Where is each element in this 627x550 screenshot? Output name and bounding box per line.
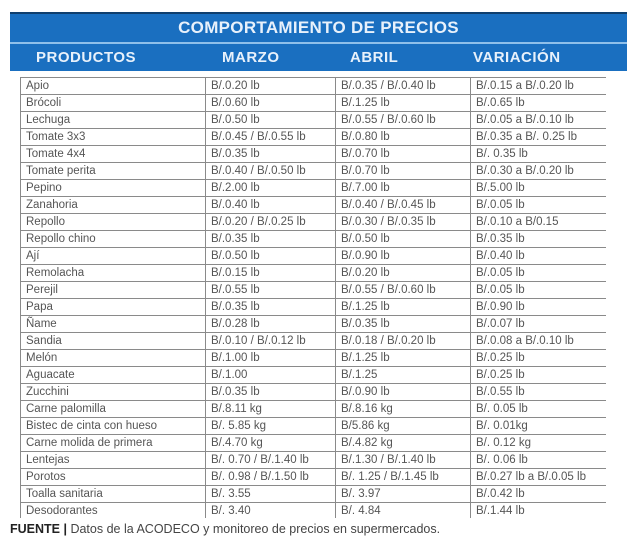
table-cell: B/.0.65 lb [471, 95, 607, 112]
table-row [21, 180, 607, 197]
table-cell: Carne palomilla [21, 401, 206, 418]
table-cell: B/.0.90 lb [336, 248, 471, 265]
source-label: FUENTE | [10, 522, 67, 536]
table-cell: B/.0.28 lb [206, 316, 336, 333]
table-cell: B/.8.11 kg [206, 401, 336, 418]
table-cell: B/.4.70 kg [206, 435, 336, 452]
table-cell: B/. 3.55 [206, 486, 336, 503]
table-cell: Pepino [21, 180, 206, 197]
table-cell: B/.0.15 a B/.0.20 lb [471, 78, 607, 95]
price-table-body [21, 78, 607, 519]
table-cell: B/. 1.25 / B/.1.45 lb [336, 469, 471, 486]
table-cell: B/.0.15 lb [206, 265, 336, 282]
table-cell: B/.0.42 lb [471, 486, 607, 503]
table-cell: B/.0.05 lb [471, 265, 607, 282]
table-cell: B/.1.25 lb [336, 299, 471, 316]
table-cell: Tomate 4x4 [21, 146, 206, 163]
table-cell: B/.0.35 lb [206, 384, 336, 401]
table-cell: Aguacate [21, 367, 206, 384]
table-cell: Lechuga [21, 112, 206, 129]
table-cell: B/5.86 kg [336, 418, 471, 435]
table-cell: B/.0.70 lb [336, 146, 471, 163]
table-cell: B/.0.35 lb [336, 316, 471, 333]
table-cell: B/. 0.06 lb [471, 452, 607, 469]
table-cell: Papa [21, 299, 206, 316]
table-cell: B/. 3.40 [206, 503, 336, 519]
table-cell: B/.0.25 lb [471, 350, 607, 367]
table-cell: B/. 0.35 lb [471, 146, 607, 163]
table-cell: Zucchini [21, 384, 206, 401]
table-cell: Remolacha [21, 265, 206, 282]
table-cell: B/.0.05 lb [471, 197, 607, 214]
table-cell: B/.0.18 / B/.0.20 lb [336, 333, 471, 350]
table-row [21, 197, 607, 214]
price-table [20, 77, 606, 518]
table-row [21, 435, 607, 452]
column-header-marzo: MARZO [222, 49, 280, 66]
table-cell: B/.1.00 lb [206, 350, 336, 367]
table-cell: Tomate perita [21, 163, 206, 180]
table-cell: B/.0.35 lb [206, 146, 336, 163]
table-cell: B/.0.55 lb [471, 384, 607, 401]
table-cell: B/.0.45 / B/.0.55 lb [206, 129, 336, 146]
table-cell: B/.0.50 lb [206, 248, 336, 265]
table-row [21, 367, 607, 384]
table-cell: B/.1.44 lb [471, 503, 607, 519]
table-row [21, 316, 607, 333]
table-row [21, 248, 607, 265]
table-cell: B/.0.20 / B/.0.25 lb [206, 214, 336, 231]
table-cell: Lentejas [21, 452, 206, 469]
table-cell: B/.0.40 lb [471, 248, 607, 265]
table-cell: Repollo chino [21, 231, 206, 248]
table-cell: Porotos [21, 469, 206, 486]
table-cell: Brócoli [21, 95, 206, 112]
table-row [21, 486, 607, 503]
table-cell: B/.0.27 lb a B/.0.05 lb [471, 469, 607, 486]
table-row [21, 78, 607, 95]
table-cell: B/.0.20 lb [206, 78, 336, 95]
table-cell: B/.0.30 / B/.0.35 lb [336, 214, 471, 231]
table-cell: B/.1.00 [206, 367, 336, 384]
table-cell: Desodorantes [21, 503, 206, 519]
table-cell: B/.0.20 lb [336, 265, 471, 282]
table-cell: B/. 3.97 [336, 486, 471, 503]
column-header-variacion: VARIACIÓN [473, 49, 561, 66]
column-header-row [10, 44, 627, 71]
table-row [21, 418, 607, 435]
table-row [21, 214, 607, 231]
table-row [21, 265, 607, 282]
table-cell: B/.1.25 lb [336, 95, 471, 112]
table-cell: B/.0.07 lb [471, 316, 607, 333]
table-cell: Ají [21, 248, 206, 265]
table-cell: B/.1.30 / B/.1.40 lb [336, 452, 471, 469]
source-text: Datos de la ACODECO y monitoreo de precios en supermercados. [66, 522, 441, 536]
price-table-container [20, 77, 606, 518]
table-row [21, 452, 607, 469]
table-title: COMPORTAMIENTO DE PRECIOS [178, 18, 459, 37]
table-cell: Ñame [21, 316, 206, 333]
column-header-productos: PRODUCTOS [36, 49, 137, 66]
table-cell: Bistec de cinta con hueso [21, 418, 206, 435]
table-cell: B/.0.60 lb [206, 95, 336, 112]
table-cell: B/. 0.70 / B/.1.40 lb [206, 452, 336, 469]
table-cell: B/.1.25 lb [336, 350, 471, 367]
table-row [21, 299, 607, 316]
table-row [21, 112, 607, 129]
table-cell: B/.0.55 / B/.0.60 lb [336, 112, 471, 129]
table-cell: B/.1.25 [336, 367, 471, 384]
table-cell: Melón [21, 350, 206, 367]
table-row [21, 163, 607, 180]
table-row [21, 401, 607, 418]
table-cell: B/.4.82 kg [336, 435, 471, 452]
table-cell: Perejil [21, 282, 206, 299]
table-cell: B/.0.90 lb [336, 384, 471, 401]
table-cell: B/.2.00 lb [206, 180, 336, 197]
table-cell: B/.0.50 lb [336, 231, 471, 248]
table-cell: B/. 0.12 kg [471, 435, 607, 452]
table-cell: B/.0.55 / B/.0.60 lb [336, 282, 471, 299]
table-cell: B/.0.40 / B/.0.50 lb [206, 163, 336, 180]
table-row [21, 333, 607, 350]
table-cell: B/.0.05 lb [471, 282, 607, 299]
column-header-abril: ABRIL [350, 49, 399, 66]
table-cell: B/.0.08 a B/.0.10 lb [471, 333, 607, 350]
table-cell: B/.0.35 lb [206, 231, 336, 248]
table-cell: B/.0.10 / B/.0.12 lb [206, 333, 336, 350]
table-cell: Toalla sanitaria [21, 486, 206, 503]
table-cell: B/. 0.05 lb [471, 401, 607, 418]
table-cell: B/.0.90 lb [471, 299, 607, 316]
table-row [21, 350, 607, 367]
table-cell: B/.7.00 lb [336, 180, 471, 197]
table-cell: B/.0.35 lb [471, 231, 607, 248]
table-row [21, 129, 607, 146]
table-cell: B/.5.00 lb [471, 180, 607, 197]
table-cell: Carne molida de primera [21, 435, 206, 452]
table-cell: B/.0.40 / B/.0.45 lb [336, 197, 471, 214]
table-row [21, 503, 607, 519]
table-row [21, 384, 607, 401]
table-cell: B/. 0.01kg [471, 418, 607, 435]
table-row [21, 95, 607, 112]
table-row [21, 146, 607, 163]
table-cell: B/. 0.98 / B/.1.50 lb [206, 469, 336, 486]
table-cell: B/.0.30 a B/.0.20 lb [471, 163, 607, 180]
table-cell: B/.0.35 / B/.0.40 lb [336, 78, 471, 95]
table-row [21, 282, 607, 299]
table-banner [10, 12, 627, 71]
table-cell: B/.0.55 lb [206, 282, 336, 299]
table-cell: Repollo [21, 214, 206, 231]
table-cell: B/.0.40 lb [206, 197, 336, 214]
source-footer [10, 522, 440, 536]
table-cell: B/.0.05 a B/.0.10 lb [471, 112, 607, 129]
table-cell: Apio [21, 78, 206, 95]
table-cell: B/.0.25 lb [471, 367, 607, 384]
table-cell: B/.0.80 lb [336, 129, 471, 146]
table-cell: Tomate 3x3 [21, 129, 206, 146]
table-cell: B/.0.35 a B/. 0.25 lb [471, 129, 607, 146]
table-cell: B/.0.50 lb [206, 112, 336, 129]
table-cell: B/.0.35 lb [206, 299, 336, 316]
table-cell: Zanahoria [21, 197, 206, 214]
table-cell: B/. 4.84 [336, 503, 471, 519]
table-row [21, 469, 607, 486]
table-cell: B/.0.10 a B/0.15 [471, 214, 607, 231]
table-cell: B/.8.16 kg [336, 401, 471, 418]
table-cell: B/. 5.85 kg [206, 418, 336, 435]
table-cell: Sandia [21, 333, 206, 350]
table-cell: B/.0.70 lb [336, 163, 471, 180]
table-row [21, 231, 607, 248]
